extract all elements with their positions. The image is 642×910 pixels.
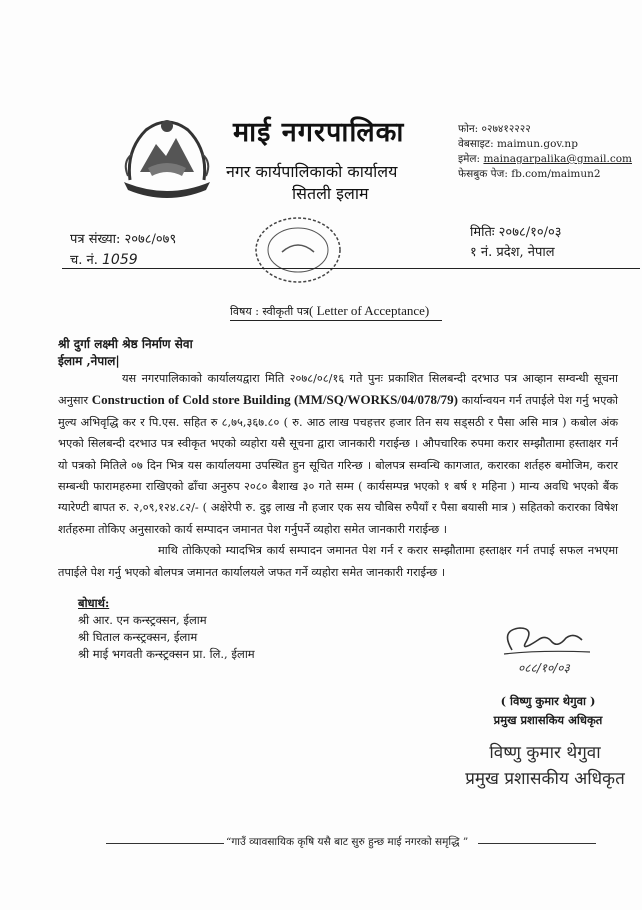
project-name: Construction of Cold store Building [91, 392, 291, 408]
handwritten-signature [490, 620, 600, 680]
stamp-name: विष्णु कुमार थेगुवा [489, 743, 601, 763]
letter-body [58, 368, 618, 583]
signer-designation: प्रमुख प्रशासकिय अधिकृत [493, 713, 603, 727]
addressee-block [58, 336, 193, 370]
cc-heading: बोधार्थ: [78, 596, 110, 610]
footer-slogan: “गाउँ व्यावसायिक कृषि यसै बाट सुरु हुन्छ माई नगरको समृद्धि ” [226, 836, 469, 848]
footer-rule-left [106, 843, 224, 844]
signer-block [478, 692, 618, 730]
office-location: सितली इलाम [292, 184, 369, 203]
addressee-name: श्री दुर्गा लक्ष्मी श्रेष्ठ निर्माण सेवा [58, 337, 193, 351]
cc-item: श्री माई भगवती कन्स्ट्रक्सन प्रा. लि., ईलाम [78, 647, 255, 661]
subject-english: ( Letter of Acceptance) [309, 303, 430, 318]
cc-item: श्री घिताल कन्स्ट्रक्सन, ईलाम [78, 630, 198, 644]
name-stamp [455, 740, 635, 792]
subject-line [230, 303, 429, 319]
facebook-text: फेसबुक पेज: fb.com/maimun2 [458, 168, 601, 180]
subject-underline [230, 320, 442, 321]
footer-rule-right [478, 843, 596, 844]
email-row [458, 152, 638, 167]
email-link[interactable]: mainagarpalika@gmail.com [483, 153, 633, 165]
nepal-emblem-icon [118, 110, 216, 198]
reference-right [470, 223, 562, 263]
municipality-title: माई नगरपालिका [233, 117, 405, 148]
letter-date: मितिः २०७८/१०/०३ [470, 225, 562, 240]
body-text-1b: कार्यान्वयन गर्न तपाईले पेश गर्नु भएको मुल्य अभिवृद्धि कर र पि.एस. सहित रु ८,७५,३६७.८० ( रु. आठ लाख पचहत्तर हजार तिन सय सड्सठी र पैसा असि मात्र ) कबोल अंक भएको सिलबन्दी दरभाउ पत्र स्वीकृत भएको व्यहोरा यसै सूचना द्वारा जानकारी गराईन्छ । औपचारिक रुपमा करार सम्झौतामा हस्ताक्षर गर्न यो पत्रको मितिले ०७ दिन भित्र यस कार्यालयमा उपस्थित हुन सूचित गरिन्छ । बोलपत्र सम्वन्धि कागजात, करारका शर्तहरु बमोजिम, करार सम्बन्धी फारामहरुमा राखिएको ढाँचा अनुरुप २०८० बैशाख ३० गते सम्म ( कार्यसम्पन्न भएको १ बर्ष १ महिना ) मान्य अवधि भएको बैंक ग्यारेण्टी बापत रु. २,०९,१२४.८२/- ( अक्षेरेपी रु. दुइ लाख नौ हजार एक सय चौबिस रुपैयाँ र पैसा बयासी मात्र ) सहितको करारका विषेश शर्तहरुमा तोकिए अनुसारको कार्य सम्पादन जमानत पेश गर्नुपर्ने व्यहोरा समेत जानकारी गराईन्छ । [58, 394, 618, 536]
dispatch-number: 1059 [102, 252, 138, 268]
website-text: वेबसाइट: maimun.gov.np [458, 138, 578, 150]
letter-number: पत्र संख्या: २०७८/०७९ [70, 232, 177, 247]
office-subtitle: नगर कार्यपालिकाको कार्यालय [226, 162, 398, 181]
project-code: (MM/SQ/WORKS/04/078/79) [290, 392, 458, 408]
header-divider [62, 268, 640, 269]
body-paragraph-2: माथि तोकिएको म्यादभित्र कार्य सम्पादन जमानत पेश गर्न र करार सम्झौतामा हस्ताक्षर गर्न तपाई सफल नभएमा तपाईले पेश गर्नु भएको बोलपत्र जमानत कार्यालयले जफत गर्ने व्यहोरा समेत जानकारी गराईन्छ । [58, 544, 618, 579]
signature-date: ०८८/१०/०३ [518, 661, 570, 675]
contact-block [458, 122, 638, 182]
reference-left [70, 230, 176, 271]
subject-label: विषय : स्वीकृती पत्र [230, 305, 310, 318]
cc-item: श्री आर. एन कन्स्ट्रक्सन, ईलाम [78, 613, 207, 627]
province-text: १ नं. प्रदेश, नेपाल [470, 245, 555, 260]
stamp-designation: प्रमुख प्रशासकीय अधिकृत [465, 769, 625, 789]
email-label: इमेल: [458, 153, 484, 165]
addressee-place: ईलाम ,नेपाल| [58, 354, 120, 368]
dispatch-label: च. नं. [70, 253, 98, 268]
signer-name: ( विष्णु कुमार थेगुवा ) [500, 694, 596, 708]
phone-text: फोन: ०२७४१२२२२ [458, 123, 531, 135]
body-text-1a: यस नगरपालिकाको कार्यालयद्वारा मिति २०७८/०८/१६ गते पुनः प्रकाशित सिलबन्दी दरभाउ पत्र आव्हान सम्वन्धी सूचना अनुसार [58, 372, 618, 408]
body-paragraph-1 [58, 368, 618, 540]
office-stamp-icon [252, 212, 344, 288]
cc-block [78, 595, 255, 663]
